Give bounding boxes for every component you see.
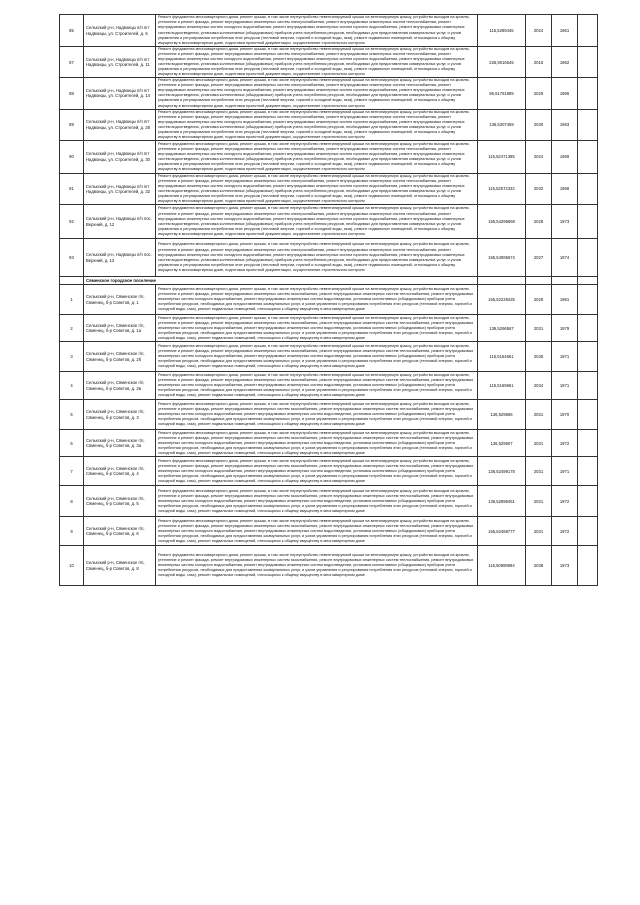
row-year-built: 1983 — [552, 109, 578, 140]
row-area: 115,52572332 — [478, 173, 526, 204]
row-area: 136,5296567 — [478, 315, 526, 342]
table-row — [60, 372, 598, 400]
row-year-built: 1969 — [552, 140, 578, 173]
row-work-list: Ремонт фундамента многоквартирного дома, ремонт крыши, в том числе переустройство невентилируемой крыши на вентилируемую крышу, устройство выходов на кровлю, утепление и ремонт фасада, ремонт внутридомовых инженерных систем газоснабжения, ремонт внутридомовых инженерных систем теплоснабжения, ремонт внутридомовых инженерных систем холодного водоснабжения, ремонт внутридомовых инженерных систем водоотведения, установка коллективных (общедомовых) приборов учета потребления ресурсов, необходимых для предоставления коммунальных услуг, и узлов управления и регулирования потребления этих ресурсов (тепловой энергии, горячей и холодной воды, газа), ремонт подвальных помещений, относящихся к общему имуществу в многоквартирном доме — [156, 285, 478, 315]
row-address: Селькский р-н, Надвоицы п/п пос. Верхний, д. 12 — [84, 205, 156, 239]
row-address: Селькский р-н, Сяменское г/п, Сяменец, б-р Советов, д. 4 — [84, 457, 156, 486]
row-empty — [578, 342, 598, 372]
row-year-built: 1972 — [552, 486, 578, 517]
row-number: 92 — [60, 205, 84, 239]
table-row — [60, 173, 598, 204]
row-area: 226,9016645 — [478, 47, 526, 78]
row-year-planned: 2032 — [526, 173, 552, 204]
section-empty-cell — [578, 277, 598, 285]
row-work-list: Ремонт фундамента многоквартирного дома, ремонт крыши, в том числе переустройство невентилируемой крыши на вентилируемую крышу, устройство выходов на кровлю, утепление и ремонт фасада, ремонт внутридомовых инженерных систем газоснабжения, ремонт внутридомовых инженерных систем теплоснабжения, ремонт внутридомовых инженерных систем холодного водоснабжения, ремонт внутридомовых инженерных систем водоотведения, установка коллективных (общедомовых) приборов учета потребления ресурсов, необходимых для предоставления коммунальных услуг, и узлов управления и регулирования потребления этих ресурсов (тепловой энергии, горячей и холодной воды, газа), ремонт подвальных помещений, относящихся к общему имуществу в многоквартирном доме — [156, 486, 478, 517]
row-number: 91 — [60, 173, 84, 204]
row-empty — [578, 517, 598, 546]
row-number: 89 — [60, 109, 84, 140]
table-row — [60, 140, 598, 173]
row-address: Селькский р-н, Надвоицы п/п пгт Надвоицы, ул. Строителей, д. 28 — [84, 109, 156, 140]
row-address: Селькский р-н, Надвоицы п/п пгт Надвоицы, ул. Строителей, д. 11 — [84, 47, 156, 78]
row-empty — [578, 140, 598, 173]
row-year-planned: 2028 — [526, 285, 552, 315]
table-row — [60, 457, 598, 486]
row-area: 155,52228425 — [478, 285, 526, 315]
row-year-built: 1979 — [552, 315, 578, 342]
row-year-built: 1972 — [552, 517, 578, 546]
row-number: 2 — [60, 315, 84, 342]
row-year-built: 1971 — [552, 372, 578, 400]
row-address: Селькский р-н, Сяменское г/п, Сяменец, б-р Советов, д. 2б — [84, 342, 156, 372]
row-address: Селькский р-н, Сяменское г/п, Сяменец, б-р Советов, д. 2в — [84, 372, 156, 400]
row-year-built: 1970 — [552, 400, 578, 430]
row-area: 115,5289445 — [478, 15, 526, 47]
row-number: 8 — [60, 486, 84, 517]
row-year-planned: 2035 — [526, 342, 552, 372]
row-year-built: 1966 — [552, 78, 578, 109]
row-address: Селькский р-н, Сяменское г/п, Сяменец, б-р Советов, д. 5 — [84, 486, 156, 517]
row-year-built: 1972 — [552, 430, 578, 457]
row-year-planned: 2031 — [526, 430, 552, 457]
table-row — [60, 109, 598, 140]
row-area: 136,52499178 — [478, 457, 526, 486]
table-row — [60, 205, 598, 239]
row-number: 87 — [60, 47, 84, 78]
row-year-planned: 2016 — [526, 47, 552, 78]
table-row — [60, 546, 598, 586]
row-number: 10 — [60, 546, 84, 586]
row-year-built: 1968 — [552, 173, 578, 204]
row-number: 9 — [60, 517, 84, 546]
row-number: 93 — [60, 239, 84, 277]
row-number: 6 — [60, 430, 84, 457]
row-year-planned: 2030 — [526, 109, 552, 140]
section-header-row — [60, 277, 598, 285]
row-area: 115,5154661 — [478, 342, 526, 372]
row-area: 115,52471385 — [478, 140, 526, 173]
row-work-list: Ремонт фундамента многоквартирного дома, ремонт крыши, в том числе переустройство невентилируемой крыши на вентилируемую крышу, устройство выходов на кровлю, утепление и ремонт фасада, ремонт внутридомовых инженерных систем электроснабжения, ремонт внутридомовых инженерных систем теплоснабжения, ремонт внутридомовых инженерных систем холодного водоснабжения, ремонт внутридомовых инженерных систем горячего водоснабжения, ремонт внутридомовых инженерных систем водоотведения, установка коллективных (общедомовых) приборов учета потребления ресурсов, необходимых для предоставления коммунальных услуг, и узлов управления и регулирования потребления этих ресурсов (тепловой энергии, горячей и холодной воды, газа), ремонт подвальных помещений, относящихся к общему имуществу в многоквартирном доме, подготовка проектной документации, осуществление строительного контроля — [156, 109, 478, 140]
row-empty — [578, 239, 598, 277]
row-address: Селькский р-н, Сяменское г/п, Сяменец, б-р Советов, д. 6 — [84, 517, 156, 546]
row-number: 5 — [60, 400, 84, 430]
row-year-planned: 2031 — [526, 486, 552, 517]
table-row — [60, 78, 598, 109]
row-work-list: Ремонт фундамента многоквартирного дома, ремонт крыши, в том числе переустройство невентилируемой крыши на вентилируемую крышу, устройство выходов на кровлю, утепление и ремонт фасада, ремонт внутридомовых инженерных систем газоснабжения, ремонт внутридомовых инженерных систем теплоснабжения, ремонт внутридомовых инженерных систем холодного водоснабжения, ремонт внутридомовых инженерных систем водоотведения, установка коллективных (общедомовых) приборов учета потребления ресурсов, необходимых для предоставления коммунальных услуг, и узлов управления и регулирования потребления этих ресурсов (тепловой энергии, горячей и холодной воды, газа), ремонт подвальных помещений, относящихся к общему имуществу в многоквартирном доме — [156, 342, 478, 372]
row-address: Селькский р-н, Сяменское г/п, Сяменец, б-р Советов, д. 1 — [84, 285, 156, 315]
row-year-built: 1971 — [552, 457, 578, 486]
row-area: 136,529665 — [478, 400, 526, 430]
row-year-planned: 2031 — [526, 400, 552, 430]
row-year-built: 1973 — [552, 205, 578, 239]
table-row — [60, 47, 598, 78]
row-address: Селькский р-н, Сяменское г/п, Сяменец, б-р Советов, д. 3а — [84, 430, 156, 457]
row-work-list: Ремонт фундамента многоквартирного дома, ремонт крыши, в том числе переустройство невентилируемой крыши на вентилируемую крышу, устройство выходов на кровлю, утепление и ремонт фасада, ремонт внутридомовых инженерных систем электроснабжения, ремонт внутридомовых инженерных систем теплоснабжения, ремонт внутридомовых инженерных систем холодного водоснабжения, ремонт внутридомовых инженерных систем горячего водоснабжения, ремонт внутридомовых инженерных систем водоотведения, установка коллективных (общедомовых) приборов учета потребления ресурсов, необходимых для предоставления коммунальных услуг, и узлов управления и регулирования потребления этих ресурсов (тепловой энергии, горячей и холодной воды, газа), ремонт подвальных помещений, относящихся к общему имуществу в многоквартирном доме, подготовка проектной документации, осуществление строительного контроля — [156, 15, 478, 47]
row-address: Селькский р-н, Надвоицы п/п пгт Надвоицы, ул. Строителей, д. 14 — [84, 78, 156, 109]
row-work-list: Ремонт фундамента многоквартирного дома, ремонт крыши, в том числе переустройство невентилируемой крыши на вентилируемую крышу, устройство выходов на кровлю, утепление и ремонт фасада, ремонт внутридомовых инженерных систем газоснабжения, ремонт внутридомовых инженерных систем теплоснабжения, ремонт внутридомовых инженерных систем холодного водоснабжения, ремонт внутридомовых инженерных систем водоотведения, установка коллективных (общедомовых) приборов учета потребления ресурсов, необходимых для предоставления коммунальных услуг, и узлов управления и регулирования потребления этих ресурсов (тепловой энергии, горячей и холодной воды, газа), ремонт подвальных помещений, относящихся к общему имуществу в многоквартирном доме — [156, 315, 478, 342]
row-year-built: 1962 — [552, 47, 578, 78]
table-row — [60, 486, 598, 517]
row-address: Селькский р-н, Сяменское г/п, Сяменец, б-р Советов, д. 3 — [84, 400, 156, 430]
row-empty — [578, 173, 598, 204]
row-work-list: Ремонт фундамента многоквартирного дома, ремонт крыши, в том числе переустройство невентилируемой крыши на вентилируемую крышу, устройство выходов на кровлю, утепление и ремонт фасада, ремонт внутридомовых инженерных систем электроснабжения, ремонт внутридомовых инженерных систем теплоснабжения, ремонт внутридомовых инженерных систем холодного водоснабжения, ремонт внутридомовых инженерных систем горячего водоснабжения, ремонт внутридомовых инженерных систем водоотведения, установка коллективных (общедомовых) приборов учета потребления ресурсов, необходимых для предоставления коммунальных услуг, и узлов управления и регулирования потребления этих ресурсов (тепловой энергии, горячей и холодной воды, газа), ремонт подвальных помещений, относящихся к общему имуществу в многоквартирном доме, подготовка проектной документации, осуществление строительного контроля — [156, 47, 478, 78]
row-empty — [578, 315, 598, 342]
row-empty — [578, 285, 598, 315]
row-area: 155,54085674 — [478, 239, 526, 277]
row-work-list: Ремонт фундамента многоквартирного дома, ремонт крыши, в том числе переустройство невентилируемой крыши на вентилируемую крышу, устройство выходов на кровлю, утепление и ремонт фасада, ремонт внутридомовых инженерных систем электроснабжения, ремонт внутридомовых инженерных систем теплоснабжения, ремонт внутридомовых инженерных систем холодного водоснабжения, ремонт внутридомовых инженерных систем горячего водоснабжения, ремонт внутридомовых инженерных систем водоотведения, установка коллективных (общедомовых) приборов учета потребления ресурсов, необходимых для предоставления коммунальных услуг, и узлов управления и регулирования потребления этих ресурсов (тепловой энергии, горячей и холодной воды, газа), ремонт подвальных помещений, относящихся к общему имуществу в многоквартирном доме, подготовка проектной документации, осуществление строительного контроля — [156, 205, 478, 239]
row-work-list: Ремонт фундамента многоквартирного дома, ремонт крыши, в том числе переустройство невентилируемой крыши на вентилируемую крышу, устройство выходов на кровлю, утепление и ремонт фасада, ремонт внутридомовых инженерных систем газоснабжения, ремонт внутридомовых инженерных систем теплоснабжения, ремонт внутридомовых инженерных систем холодного водоснабжения, ремонт внутридомовых инженерных систем водоотведения, установка коллективных (общедомовых) приборов учета потребления ресурсов, необходимых для предоставления коммунальных услуг, и узлов управления и регулирования потребления этих ресурсов (тепловой энергии, горячей и холодной воды, газа), ремонт подвальных помещений, относящихся к общему имуществу в многоквартирном доме — [156, 372, 478, 400]
row-empty — [578, 15, 598, 47]
row-empty — [578, 109, 598, 140]
row-year-built: 1971 — [552, 342, 578, 372]
row-address: Селькский р-н, Надвоицы п/п пгт Надвоицы, ул. Строителей, д. 32 — [84, 173, 156, 204]
row-empty — [578, 457, 598, 486]
row-area: 155,52488777 — [478, 517, 526, 546]
row-address: Селькский р-н, Надвоицы п/п пос. Верхний, д. 13 — [84, 239, 156, 277]
section-empty-cell — [478, 277, 526, 285]
row-year-planned: 2031 — [526, 457, 552, 486]
row-work-list: Ремонт фундамента многоквартирного дома, ремонт крыши, в том числе переустройство невентилируемой крыши на вентилируемую крышу, устройство выходов на кровлю, утепление и ремонт фасада, ремонт внутридомовых инженерных систем газоснабжения, ремонт внутридомовых инженерных систем теплоснабжения, ремонт внутридомовых инженерных систем холодного водоснабжения, ремонт внутридомовых инженерных систем водоотведения, установка коллективных (общедомовых) приборов учета потребления ресурсов, необходимых для предоставления коммунальных услуг, и узлов управления и регулирования потребления этих ресурсов (тепловой энергии, горячей и холодной воды, газа), ремонт подвальных помещений, относящихся к общему имуществу в многоквартирном доме — [156, 546, 478, 586]
row-work-list: Ремонт фундамента многоквартирного дома, ремонт крыши, в том числе переустройство невентилируемой крыши на вентилируемую крышу, устройство выходов на кровлю, утепление и ремонт фасада, ремонт внутридомовых инженерных систем газоснабжения, ремонт внутридомовых инженерных систем теплоснабжения, ремонт внутридомовых инженерных систем холодного водоснабжения, ремонт внутридомовых инженерных систем водоотведения, установка коллективных (общедомовых) приборов учета потребления ресурсов, необходимых для предоставления коммунальных услуг, и узлов управления и регулирования потребления этих ресурсов (тепловой энергии, горячей и холодной воды, газа), ремонт подвальных помещений, относящихся к общему имуществу в многоквартирном доме — [156, 400, 478, 430]
row-address: Селькский р-н, Сяменское г/п, Сяменец, б-р Советов, д. 1а — [84, 315, 156, 342]
row-number: 1 — [60, 285, 84, 315]
table-row — [60, 517, 598, 546]
table-row — [60, 285, 598, 315]
table-row — [60, 342, 598, 372]
row-number: 90 — [60, 140, 84, 173]
section-number-cell — [60, 277, 84, 285]
row-area: 136,5307459 — [478, 109, 526, 140]
row-year-planned: 2031 — [526, 315, 552, 342]
repair-program-table — [59, 14, 598, 586]
document-page — [59, 14, 597, 586]
row-area: 155,54295668 — [478, 205, 526, 239]
row-work-list: Ремонт фундамента многоквартирного дома, ремонт крыши, в том числе переустройство невентилируемой крыши на вентилируемую крышу, устройство выходов на кровлю, утепление и ремонт фасада, ремонт внутридомовых инженерных систем электроснабжения, ремонт внутридомовых инженерных систем теплоснабжения, ремонт внутридомовых инженерных систем холодного водоснабжения, ремонт внутридомовых инженерных систем горячего водоснабжения, ремонт внутридомовых инженерных систем водоотведения, установка коллективных (общедомовых) приборов учета потребления ресурсов, необходимых для предоставления коммунальных услуг, и узлов управления и регулирования потребления этих ресурсов (тепловой энергии, горячей и холодной воды, газа), ремонт подвальных помещений, относящихся к общему имуществу в многоквартирном доме, подготовка проектной документации, осуществление строительного контроля — [156, 239, 478, 277]
row-year-planned: 2034 — [526, 372, 552, 400]
table-body — [60, 15, 598, 586]
row-year-built: 1973 — [552, 546, 578, 586]
row-empty — [578, 486, 598, 517]
row-year-built: 1981 — [552, 285, 578, 315]
row-year-planned: 2024 — [526, 140, 552, 173]
row-work-list: Ремонт фундамента многоквартирного дома, ремонт крыши, в том числе переустройство невентилируемой крыши на вентилируемую крышу, устройство выходов на кровлю, утепление и ремонт фасада, ремонт внутридомовых инженерных систем газоснабжения, ремонт внутридомовых инженерных систем теплоснабжения, ремонт внутридомовых инженерных систем холодного водоснабжения, ремонт внутридомовых инженерных систем водоотведения, установка коллективных (общедомовых) приборов учета потребления ресурсов, необходимых для предоставления коммунальных услуг, и узлов управления и регулирования потребления этих ресурсов (тепловой энергии, горячей и холодной воды, газа), ремонт подвальных помещений, относящихся к общему имуществу в многоквартирном доме — [156, 517, 478, 546]
row-address: Селькский р-н, Надвоицы п/п пгт Надвоицы, ул. Строителей, д. 6 — [84, 15, 156, 47]
table-row — [60, 400, 598, 430]
row-work-list: Ремонт фундамента многоквартирного дома, ремонт крыши, в том числе переустройство невентилируемой крыши на вентилируемую крышу, устройство выходов на кровлю, утепление и ремонт фасада, ремонт внутридомовых инженерных систем электроснабжения, ремонт внутридомовых инженерных систем теплоснабжения, ремонт внутридомовых инженерных систем холодного водоснабжения, ремонт внутридомовых инженерных систем горячего водоснабжения, ремонт внутридомовых инженерных систем водоотведения, установка коллективных (общедомовых) приборов учета потребления ресурсов, необходимых для предоставления коммунальных услуг, и узлов управления и регулирования потребления этих ресурсов (тепловой энергии, горячей и холодной воды, газа), ремонт подвальных помещений, относящихся к общему имуществу в многоквартирном доме, подготовка проектной документации, осуществление строительного контроля — [156, 173, 478, 204]
row-empty — [578, 78, 598, 109]
row-number: 4 — [60, 372, 84, 400]
row-year-built: 1961 — [552, 15, 578, 47]
row-address: Селькский р-н, Сяменское г/п, Сяменец, б-р Советов, д. 8 — [84, 546, 156, 586]
row-number: 7 — [60, 457, 84, 486]
row-area: 136,52998451 — [478, 486, 526, 517]
row-address: Селькский р-н, Надвоицы п/п пгт Надвоицы, ул. Строителей, д. 30 — [84, 140, 156, 173]
row-area: 115,5169661 — [478, 372, 526, 400]
row-area: 136,529607 — [478, 430, 526, 457]
row-area: 96,51761985 — [478, 78, 526, 109]
table-row — [60, 315, 598, 342]
row-area: 115,50989694 — [478, 546, 526, 586]
row-year-built: 1974 — [552, 239, 578, 277]
row-year-planned: 2031 — [526, 517, 552, 546]
row-year-planned: 2024 — [526, 15, 552, 47]
row-work-list: Ремонт фундамента многоквартирного дома, ремонт крыши, в том числе переустройство невентилируемой крыши на вентилируемую крышу, устройство выходов на кровлю, утепление и ремонт фасада, ремонт внутридомовых инженерных систем электроснабжения, ремонт внутридомовых инженерных систем теплоснабжения, ремонт внутридомовых инженерных систем холодного водоснабжения, ремонт внутридомовых инженерных систем горячего водоснабжения, ремонт внутридомовых инженерных систем водоотведения, установка коллективных (общедомовых) приборов учета потребления ресурсов, необходимых для предоставления коммунальных услуг, и узлов управления и регулирования потребления этих ресурсов (тепловой энергии, горячей и холодной воды, газа), ремонт подвальных помещений, относящихся к общему имуществу в многоквартирном доме, подготовка проектной документации, осуществление строительного контроля — [156, 140, 478, 173]
row-year-planned: 2027 — [526, 239, 552, 277]
row-empty — [578, 430, 598, 457]
row-year-planned: 2028 — [526, 205, 552, 239]
row-empty — [578, 372, 598, 400]
row-number: 3 — [60, 342, 84, 372]
section-empty-cell — [526, 277, 552, 285]
row-work-list: Ремонт фундамента многоквартирного дома, ремонт крыши, в том числе переустройство невентилируемой крыши на вентилируемую крышу, устройство выходов на кровлю, утепление и ремонт фасада, ремонт внутридомовых инженерных систем газоснабжения, ремонт внутридомовых инженерных систем теплоснабжения, ремонт внутридомовых инженерных систем холодного водоснабжения, ремонт внутридомовых инженерных систем водоотведения, установка коллективных (общедомовых) приборов учета потребления ресурсов, необходимых для предоставления коммунальных услуг, и узлов управления и регулирования потребления этих ресурсов (тепловой энергии, горячей и холодной воды, газа), ремонт подвальных помещений, относящихся к общему имуществу в многоквартирном доме — [156, 457, 478, 486]
row-empty — [578, 400, 598, 430]
section-title: Сяменское городское поселение — [84, 277, 478, 285]
row-work-list: Ремонт фундамента многоквартирного дома, ремонт крыши, в том числе переустройство невентилируемой крыши на вентилируемую крышу, устройство выходов на кровлю, утепление и ремонт фасада, ремонт внутридомовых инженерных систем электроснабжения, ремонт внутридомовых инженерных систем теплоснабжения, ремонт внутридомовых инженерных систем холодного водоснабжения, ремонт внутридомовых инженерных систем горячего водоснабжения, ремонт внутридомовых инженерных систем водоотведения, установка коллективных (общедомовых) приборов учета потребления ресурсов, необходимых для предоставления коммунальных услуг, и узлов управления и регулирования потребления этих ресурсов (тепловой энергии, горячей и холодной воды, газа), ремонт подвальных помещений, относящихся к общему имуществу в многоквартирном доме, подготовка проектной документации, осуществление строительного контроля — [156, 78, 478, 109]
section-empty-cell — [552, 277, 578, 285]
row-empty — [578, 205, 598, 239]
table-row — [60, 15, 598, 47]
row-number: 88 — [60, 78, 84, 109]
table-row — [60, 239, 598, 277]
row-empty — [578, 47, 598, 78]
row-empty — [578, 546, 598, 586]
row-number: 85 — [60, 15, 84, 47]
row-year-planned: 2029 — [526, 78, 552, 109]
table-row — [60, 430, 598, 457]
row-work-list: Ремонт фундамента многоквартирного дома, ремонт крыши, в том числе переустройство невентилируемой крыши на вентилируемую крышу, устройство выходов на кровлю, утепление и ремонт фасада, ремонт внутридомовых инженерных систем газоснабжения, ремонт внутридомовых инженерных систем теплоснабжения, ремонт внутридомовых инженерных систем холодного водоснабжения, ремонт внутридомовых инженерных систем водоотведения, установка коллективных (общедомовых) приборов учета потребления ресурсов, необходимых для предоставления коммунальных услуг, и узлов управления и регулирования потребления этих ресурсов (тепловой энергии, горячей и холодной воды, газа), ремонт подвальных помещений, относящихся к общему имуществу в многоквартирном доме — [156, 430, 478, 457]
row-year-planned: 2038 — [526, 546, 552, 586]
